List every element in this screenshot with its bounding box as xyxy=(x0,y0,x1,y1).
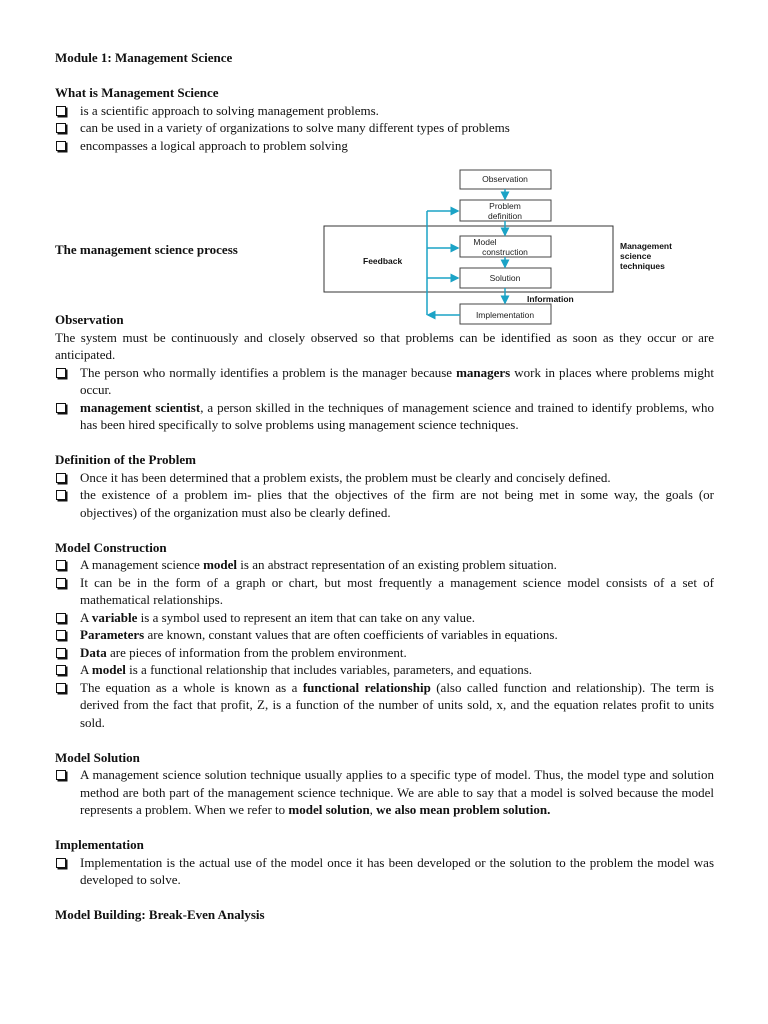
bullet-text: is a functional relationship that includes variables, parameters, and equations. xyxy=(125,662,532,677)
section-heading: Observation xyxy=(55,312,124,327)
bullet-item xyxy=(55,661,714,679)
bullet-item xyxy=(55,766,714,819)
bullet-text: Parameters xyxy=(80,627,145,642)
implementation-label: Implementation xyxy=(475,310,535,320)
checkbox-bullet-icon xyxy=(56,368,66,378)
checkbox-bullet-icon xyxy=(56,560,66,570)
bullet-text: management scientist xyxy=(80,399,201,415)
bullet-text: can be used in a variety of organizations to solve many different types of problems xyxy=(80,120,510,135)
process-diagram xyxy=(320,160,720,325)
bullet-item xyxy=(55,854,714,889)
bullet-item xyxy=(55,469,714,487)
bullet-item xyxy=(55,556,714,574)
bullet-item xyxy=(55,137,714,155)
checkbox-bullet-icon xyxy=(56,648,66,658)
techniques-label: Management science techniques xyxy=(620,241,672,271)
observation-label: Observation xyxy=(482,174,528,184)
solution-label: Solution xyxy=(489,273,521,283)
bullet-text: Implementation is the actual use of the model once it has been developed or the solution to the problem the model was developed to solve. xyxy=(80,854,714,887)
feedback-label: Feedback xyxy=(363,256,403,266)
checkbox-bullet-icon xyxy=(56,665,66,675)
sections xyxy=(55,311,714,924)
checkbox-bullet-icon xyxy=(56,613,66,623)
bullet-item xyxy=(55,679,714,732)
checkbox-bullet-icon xyxy=(56,403,66,413)
checkbox-bullet-icon xyxy=(56,858,66,868)
bullet-item xyxy=(55,399,714,434)
intro-heading: What is Management Science xyxy=(55,85,219,100)
bullet-item xyxy=(55,486,714,521)
checkbox-bullet-icon xyxy=(56,141,66,151)
module-title: Module 1: Management Science xyxy=(55,50,233,65)
bullet-text: work in places where problems might occur. xyxy=(80,364,714,397)
bullet-text: A xyxy=(80,609,92,625)
bullet-item xyxy=(55,574,714,609)
bullet-text: A management science solution technique usually applies to a specific type of model. Thus, the model type and solution method are both part of the management science technique. We are able to say that a model is solved because the model represents a problem. When we refer to xyxy=(80,767,714,817)
bullet-item xyxy=(55,626,714,644)
checkbox-bullet-icon xyxy=(56,473,66,483)
intro-bullets xyxy=(55,102,714,155)
model-construction-label: Model construction xyxy=(473,237,528,257)
bullet-text: are known, constant values that are often coefficients of variables in equations. xyxy=(144,627,558,642)
bullet-text: functional relationship xyxy=(302,679,431,695)
bullet-text: model xyxy=(203,557,238,572)
bullet-text: The equation as a whole is known as a xyxy=(80,679,303,695)
checkbox-bullet-icon xyxy=(56,683,66,693)
bullet-text: variable xyxy=(91,609,138,625)
bullet-text: is a scientific approach to solving management problems. xyxy=(80,102,379,118)
information-label: Information xyxy=(527,294,574,304)
checkbox-bullet-icon xyxy=(56,106,66,116)
checkbox-bullet-icon xyxy=(56,630,66,640)
bullet-text: A xyxy=(80,662,92,677)
bullet-text: is a symbol used to represent an item that can take on any value. xyxy=(137,609,475,625)
section-heading: Definition of the Problem xyxy=(55,452,196,467)
section-heading: Model Construction xyxy=(55,539,167,555)
section-heading: Model Solution xyxy=(55,749,140,765)
bullet-text: , a person skilled in the techniques of management science and trained to identify problems, who has been hired specifically to solve problems using management science techniques. xyxy=(80,399,714,432)
process-heading: The management science process xyxy=(55,242,238,257)
bullet-text: A management science xyxy=(80,557,204,572)
bullet-item xyxy=(55,644,714,662)
bullet-text: Data xyxy=(80,644,107,660)
bullet-text: Once it has been determined that a problem exists, the problem must be clearly and concisely defined. xyxy=(80,469,611,485)
bullet-text: It can be in the form of a graph or chart, but most frequently a management science model consists of a set of mathematical relationships. xyxy=(80,574,714,607)
checkbox-bullet-icon xyxy=(56,578,66,588)
problem-definition-label: Problem definition xyxy=(487,201,523,221)
bullet-text: model solution xyxy=(288,802,370,817)
checkbox-bullet-icon xyxy=(56,490,66,500)
bullet-text: is an abstract representation of an existing problem situation. xyxy=(237,557,557,572)
bullet-text: model xyxy=(91,662,126,677)
bullet-text: , xyxy=(369,802,377,817)
bullet-item xyxy=(55,609,714,627)
bullet-text: are pieces of information from the problem environment. xyxy=(106,644,407,660)
checkbox-bullet-icon xyxy=(56,770,66,780)
section-heading: Implementation xyxy=(55,837,144,852)
bullet-text: encompasses a logical approach to problem solving xyxy=(80,137,348,153)
bullet-item xyxy=(55,119,714,137)
checkbox-bullet-icon xyxy=(56,123,66,133)
bullet-item xyxy=(55,364,714,399)
bullet-text: managers xyxy=(456,364,511,380)
bullet-text: the existence of a problem im- plies that the objectives of the firm are not being met in some way, the goals (or objectives) of the organization must also be clearly defined. xyxy=(80,487,714,520)
bullet-item xyxy=(55,102,714,120)
paragraph: The system must be continuously and closely observed so that problems can be identified as soon as they occur or are anticipated. xyxy=(55,329,714,362)
section-heading: Model Building: Break-Even Analysis xyxy=(55,907,265,922)
bullet-text: (also called function and relationship). The term is derived from the fact that profit, Z, is a function of the number of units sold, x, and the equation relates profit to units sold. xyxy=(80,679,714,730)
bullet-text: we also mean problem solution. xyxy=(376,802,551,817)
bullet-text: The person who normally identifies a problem is the manager because xyxy=(80,364,457,380)
